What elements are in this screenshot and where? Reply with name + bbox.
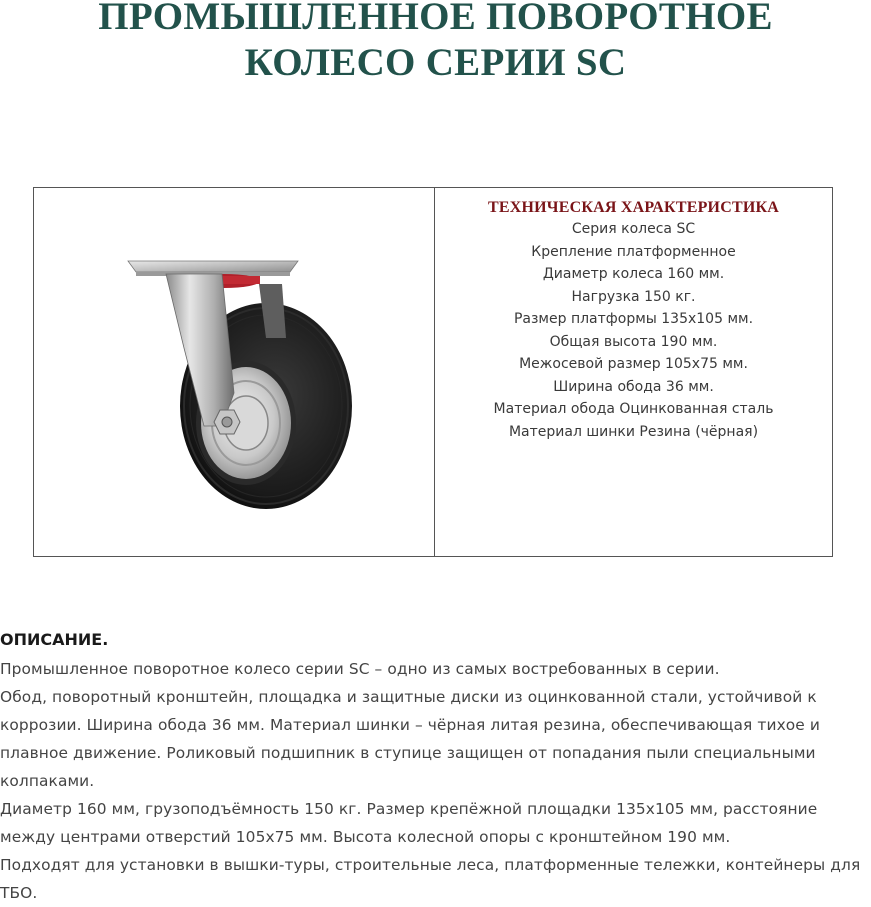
spec-item: Межосевой размер 105х75 мм. <box>519 356 748 372</box>
spec-cell <box>435 188 832 556</box>
page-title <box>0 0 871 86</box>
description-paragraph: Диаметр 160 мм, грузоподъёмность 150 кг. Размер крепёжной площадки 135х105 мм, расстояние между центрами отверстий 105х75 мм. Высота колесной опоры с кронштейном 190 мм. <box>0 800 818 846</box>
spec-table <box>33 187 833 557</box>
description-paragraph: Обод, поворотный кронштейн, площадка и защитные диски из оцинкованной стали, устойчивой к коррозии. Ширина обода 36 мм. Материал шинки – чёрная литая резина, обеспечивающая тихое и плавное движение. Роликовый подшипник в ступице защищен от попадания пыли специальными колпаками. <box>0 688 820 790</box>
spec-item: Ширина обода 36 мм. <box>553 378 714 395</box>
spec-heading: ТЕХНИЧЕСКАЯ ХАРАКТЕРИСТИКА <box>487 199 780 216</box>
spec-item: Крепление платформенное <box>531 243 736 260</box>
page-title-line1: ПРОМЫШЛЕННОЕ ПОВОРОТНОЕ <box>98 0 773 38</box>
description-section <box>0 628 871 907</box>
spec-item: Материал шинки Резина (чёрная) <box>508 423 759 440</box>
spec-item: Нагрузка 150 кг. <box>571 288 696 305</box>
caster-wheel-image <box>34 188 434 558</box>
spec-item: Размер платформы 135х105 мм. <box>513 311 754 327</box>
spec-item: Общая высота 190 мм. <box>549 333 718 350</box>
spec-item: Диаметр колеса 160 мм. <box>542 266 725 282</box>
spec-item: Серия колеса SC <box>571 221 696 237</box>
description-paragraph: Подходят для установки в вышки-туры, строительные леса, платформенные тележки, контейнеры для ТБО. <box>0 856 861 902</box>
spec-item: Материал обода Оцинкованная сталь <box>493 401 774 417</box>
description-paragraph: Промышленное поворотное колесо серии SC – одно из самых востребованных в серии. <box>0 660 720 678</box>
description-heading: ОПИСАНИЕ. <box>0 630 109 649</box>
page-title-line2: КОЛЕСО СЕРИИ SC <box>244 41 627 84</box>
product-image-cell <box>34 188 435 556</box>
